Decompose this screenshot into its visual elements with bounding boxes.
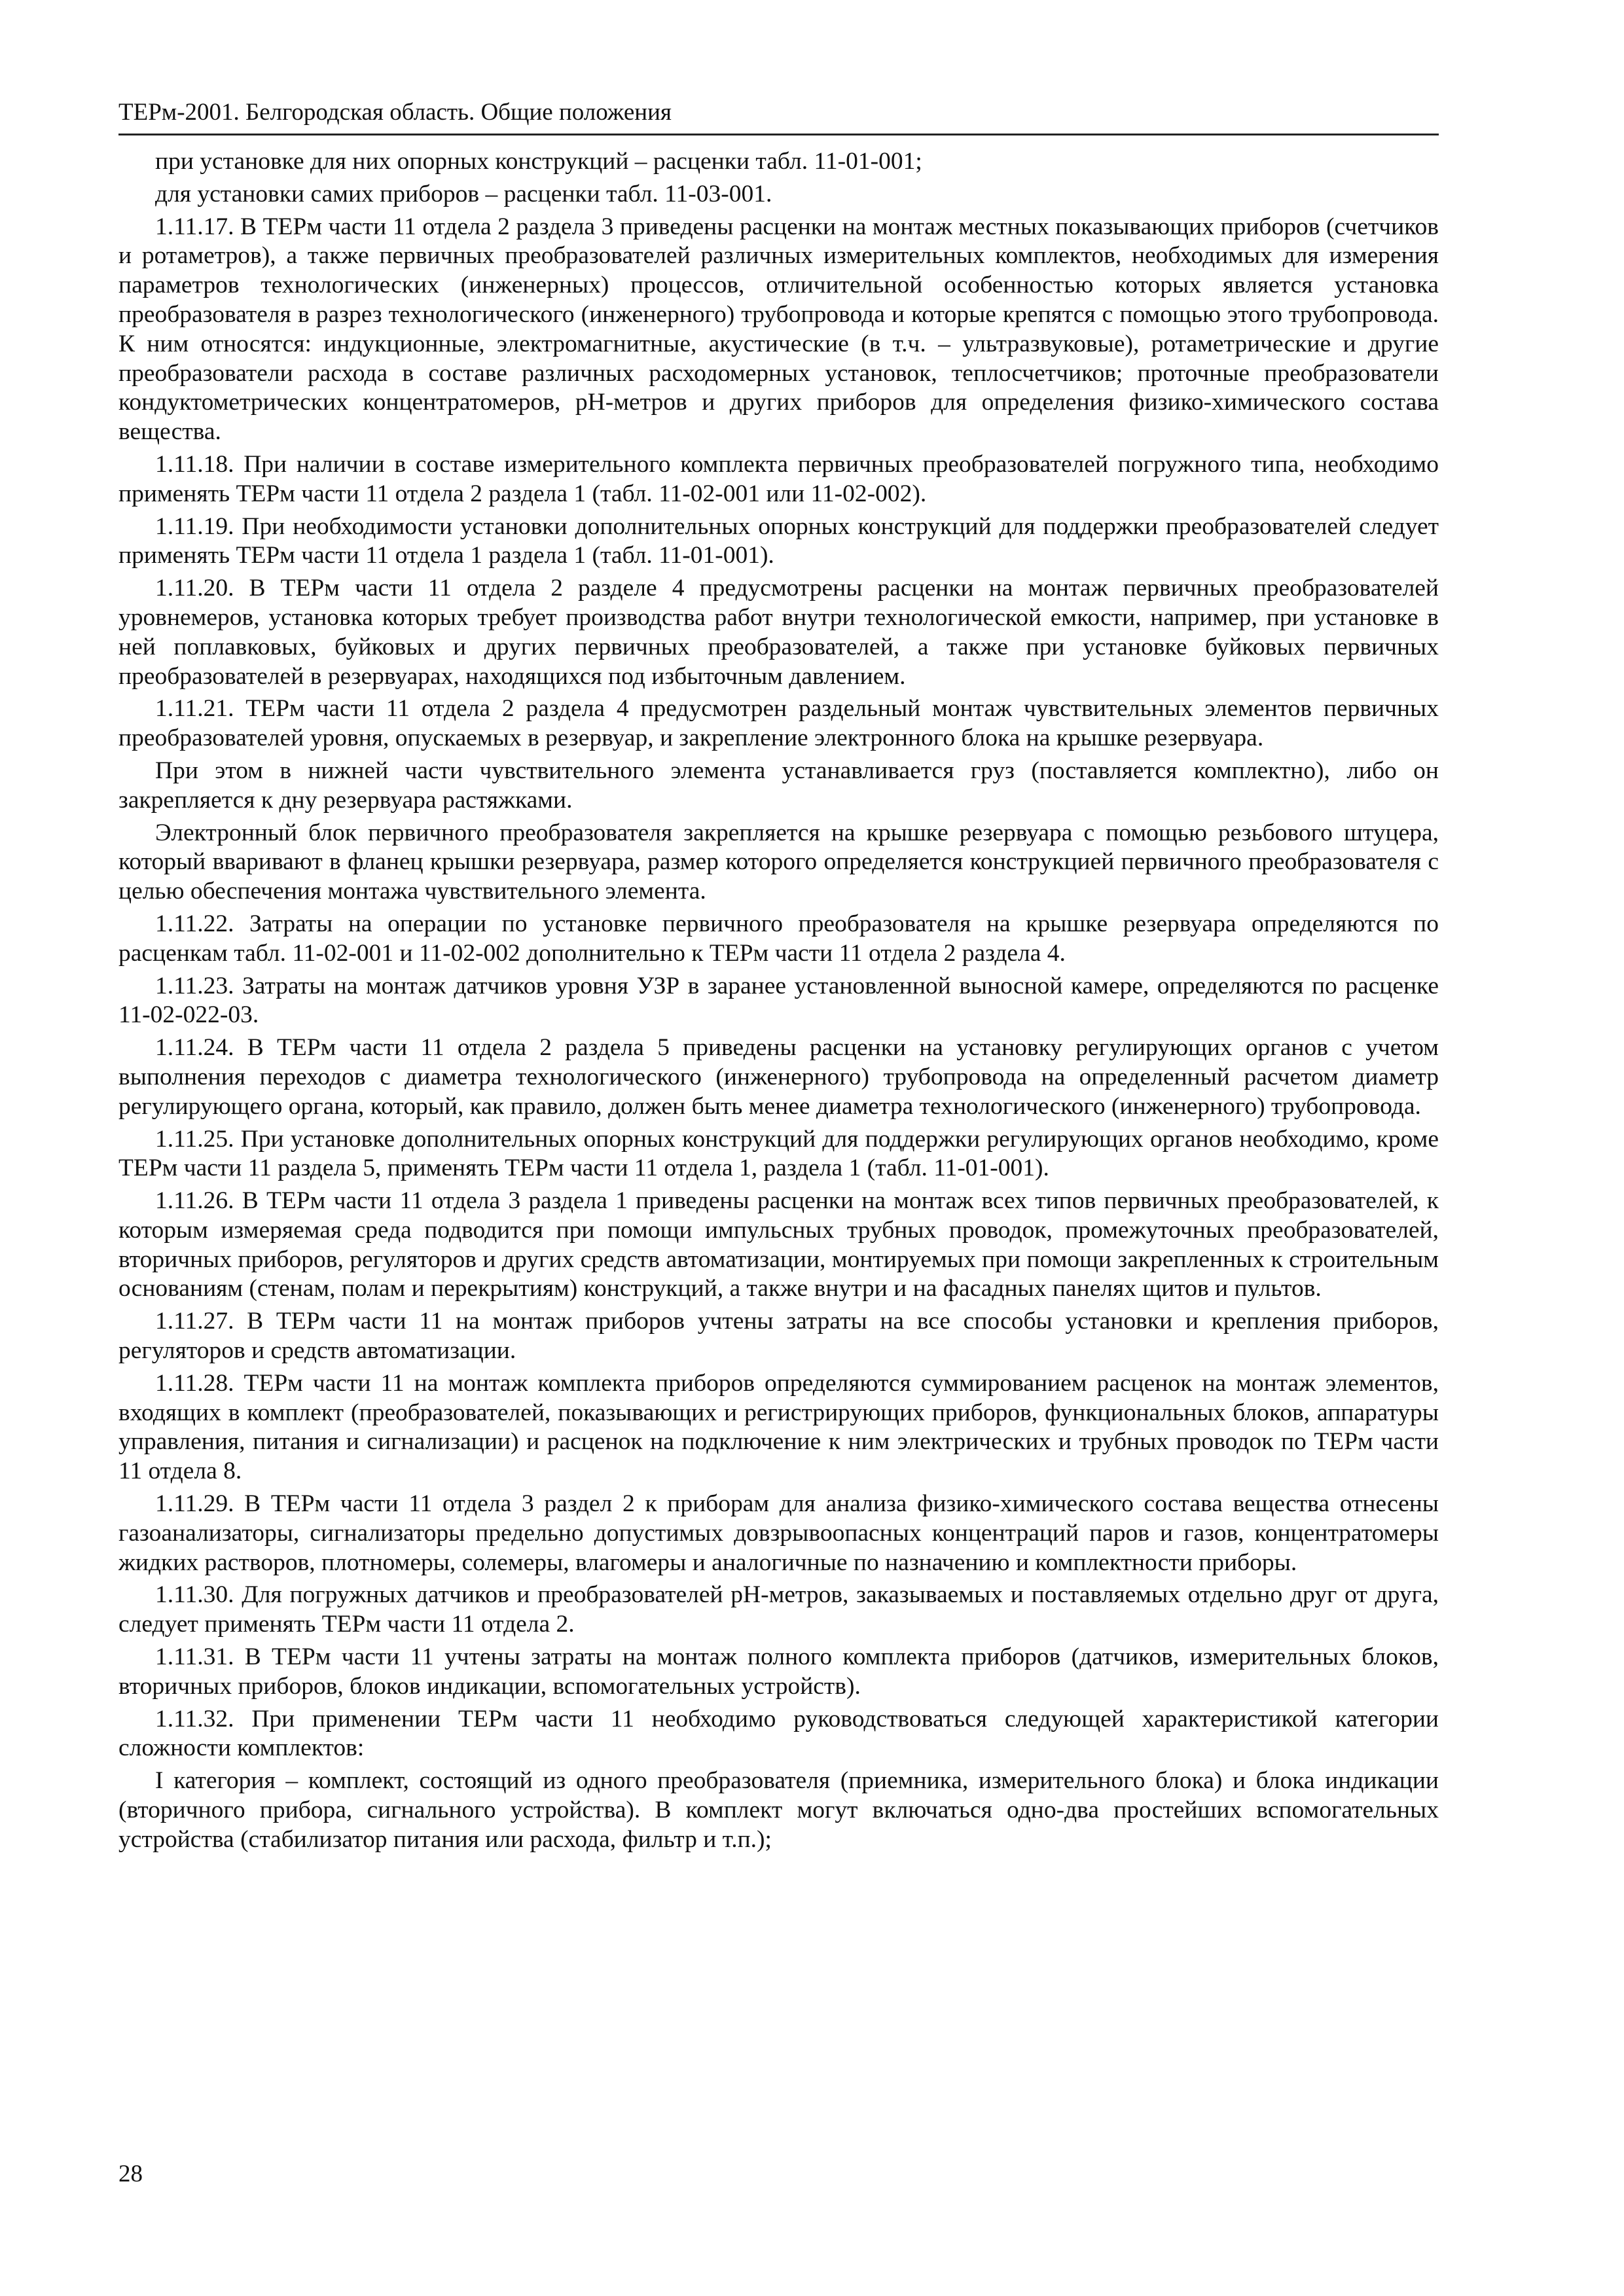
paragraph: 1.11.26. В ТЕРм части 11 отдела 3 раздела 1 приведены расценки на монтаж всех типов первичных преобразователей, к которым измеряемая среда подводится при помощи импульсных трубных проводок, промежуточных преобразователей, вторичных приборов, регуляторов и других средств автоматизации, монтируемых при помощи закрепленных к строительным основаниям (стенам, полам и перекрытиям) конструкций, а также внутри и на фасадных панелях щитов и пультов. [118,1187,1439,1302]
paragraph: I категория – комплект, состоящий из одного преобразователя (приемника, измерительного блока) и блока индикации (вторичного прибора, сигнального устройства). В комплект могут включаться одно-два простейших вспомогательных устройства (стабилизатор питания или расхода, фильтр и т.п.); [118,1767,1439,1853]
paragraph: 1.11.22. Затраты на операции по установке первичного преобразователя на крышке резервуара определяются по расценкам табл. 11-02-001 и 11-02-002 дополнительно к ТЕРм части 11 отдела 2 раздела 4. [118,910,1439,967]
paragraph: 1.11.29. В ТЕРм части 11 отдела 3 раздел 2 к приборам для анализа физико-химического состава вещества отнесены газоанализаторы, сигнализаторы предельно допустимых довзрывоопасных концентраций паров и газов, концентратомеры жидких растворов, плотномеры, солемеры, влагомеры и аналогичные по назначению и комплектности приборы. [118,1490,1439,1576]
paragraph: 1.11.21. ТЕРм части 11 отдела 2 раздела 4 предусмотрен раздельный монтаж чувствительных элементов первичных преобразователей уровня, опускаемых в резервуар, и закрепление электронного блока на крышке резервуара. [118,695,1439,752]
paragraph: 1.11.17. В ТЕРм части 11 отдела 2 раздела 3 приведены расценки на монтаж местных показывающих приборов (счетчиков и ротаметров), а также первичных преобразователей различных измерительных комплектов, необходимых для измерения параметров технологических (инженерных) процессов, отличительной особенностью которых является установка преобразователя в разрез технологического (инженерного) трубопровода и которые крепятся с помощью этого трубопровода. К ним относятся: индукционные, электромагнитные, акустические (в т.ч. – ультразвуковые), ротаметрические и другие преобразователи расхода в составе различных расходомерных установок, теплосчетчиков; проточные преобразователи кондуктометрических концентратомеров, pH-метров и других приборов для определения физико-химического состава вещества. [118,213,1439,446]
paragraph: Электронный блок первичного преобразователя закрепляется на крышке резервуара с помощью резьбового штуцера, который вваривают в фланец крышки резервуара, размер которого определяется конструкцией первичного преобразователя с целью обеспечения монтажа чувствительного элемента. [118,819,1439,905]
paragraph: 1.11.18. При наличии в составе измерительного комплекта первичных преобразователей погружного типа, необходимо применять ТЕРм части 11 отдела 2 раздела 1 (табл. 11-02-001 или 11-02-002). [118,450,1439,507]
paragraph: 1.11.32. При применении ТЕРм части 11 необходимо руководствоваться следующей характеристикой категории сложности комплектов: [118,1705,1439,1762]
paragraph: 1.11.31. В ТЕРм части 11 учтены затраты на монтаж полного комплекта приборов (датчиков, измерительных блоков, вторичных приборов, блоков индикации, вспомогательных устройств). [118,1643,1439,1700]
page-number: 28 [118,2161,143,2187]
paragraph: 1.11.23. Затраты на монтаж датчиков уровня УЗР в заранее установленной выносной камере, определяются по расценке 11-02-022-03. [118,972,1439,1029]
page-body [118,147,1439,1858]
paragraph: 1.11.30. Для погружных датчиков и преобразователей pH-метров, заказываемых и поставляемых отдельно друг от друга, следует применять ТЕРм части 11 отдела 2. [118,1581,1439,1638]
paragraph: 1.11.28. ТЕРм части 11 на монтаж комплекта приборов определяются суммированием расценок на монтаж элементов, входящих в комплект (преобразователей, показывающих и регистрирующих приборов, функциональных блоков, аппаратуры управления, питания и сигнализации) и расценок на подключение к ним электрических и трубных проводок по ТЕРм части 11 отдела 8. [118,1369,1439,1485]
paragraph: 1.11.24. В ТЕРм части 11 отдела 2 раздела 5 приведены расценки на установку регулирующих органов с учетом выполнения переходов с диаметра технологического (инженерного) трубопровода на определенный расчетом диаметр регулирующего органа, который, как правило, должен быть менее диаметра технологического (инженерного) трубопровода. [118,1034,1439,1120]
paragraph: 1.11.25. При установке дополнительных опорных конструкций для поддержки регулирующих органов необходимо, кроме ТЕРм части 11 раздела 5, применять ТЕРм части 11 отдела 1, раздела 1 (табл. 11-01-001). [118,1125,1439,1182]
paragraph: 1.11.19. При необходимости установки дополнительных опорных конструкций для поддержки преобразователей следует применять ТЕРм части 11 отдела 1 раздела 1 (табл. 11-01-001). [118,512,1439,569]
page-header [118,96,1439,135]
paragraph: При этом в нижней части чувствительного элемента устанавливается груз (поставляется комплектно), либо он закрепляется к дну резервуара растяжками. [118,757,1439,814]
paragraph: 1.11.20. В ТЕРм части 11 отдела 2 разделе 4 предусмотрены расценки на монтаж первичных преобразователей уровнемеров, установка которых требует производства работ внутри технологической емкости, например, при установке в ней поплавковых, буйковых и других первичных преобразователей, а также при установке буйковых первичных преобразователей в резервуарах, находящихся под избыточным давлением. [118,575,1439,690]
paragraph: для установки самих приборов – расценки табл. 11-03-001. [155,180,772,207]
paragraph: 1.11.27. В ТЕРм части 11 на монтаж приборов учтены затраты на все способы установки и крепления приборов, регуляторов и средств автоматизации. [118,1308,1439,1365]
paragraph: при установке для них опорных конструкций – расценки табл. 11-01-001; [155,148,922,175]
page-header-title: ТЕРм-2001. Белгородская область. Общие положения [118,99,672,126]
